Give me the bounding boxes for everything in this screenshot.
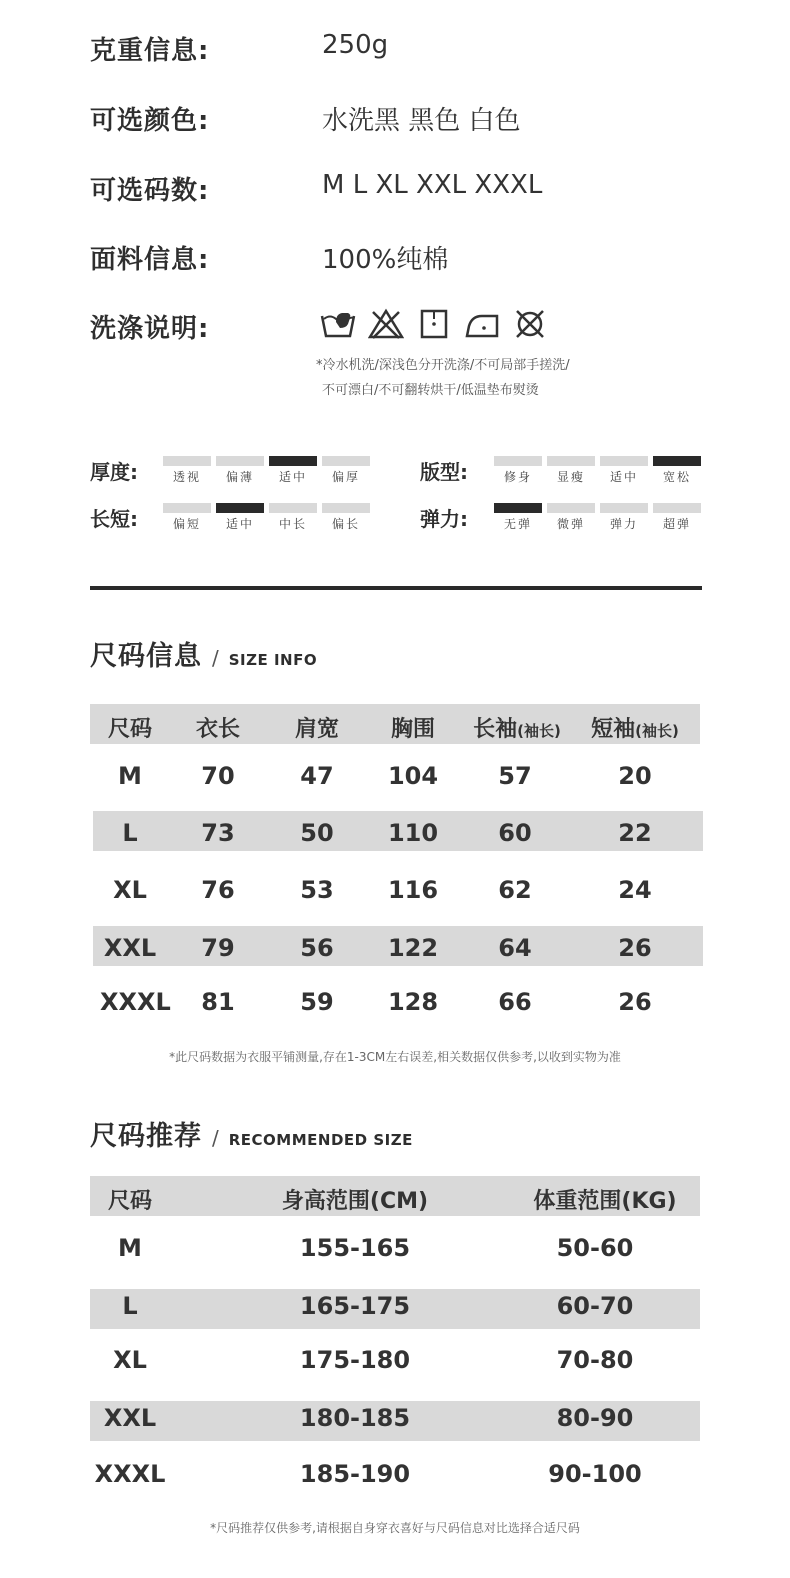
scale-bar	[269, 456, 317, 466]
size-table-cell: 47	[300, 762, 334, 790]
scale-option	[163, 456, 211, 485]
size-table-cell: XXL	[103, 934, 157, 962]
scale-option-label: 偏短	[172, 517, 201, 531]
size-header-size: 尺码	[107, 717, 152, 742]
scale-option-label: 偏薄	[225, 470, 254, 484]
size-table-cell: 26	[618, 988, 652, 1016]
scale-option	[600, 456, 648, 485]
scale-bar	[600, 503, 648, 513]
sizes-label: 可选码数:	[90, 176, 210, 206]
recommended-table-cell: 60-70	[556, 1292, 634, 1320]
scale-option	[547, 456, 595, 485]
scale-option-label: 微弹	[556, 517, 585, 531]
scale-bar	[216, 503, 264, 513]
recommended-header-weight: 体重范围(KG)	[533, 1189, 677, 1214]
heading-slash: /	[212, 646, 219, 670]
size-info-subtitle: SIZE INFO	[228, 651, 318, 669]
scale-option-label: 无弹	[503, 517, 532, 531]
scale-bar	[547, 503, 595, 513]
scale-option-label: 超弹	[662, 517, 691, 531]
scale-bar	[494, 503, 542, 513]
recommended-table-cell: 70-80	[556, 1346, 634, 1374]
recommended-table-cell: 80-90	[556, 1404, 634, 1432]
scale-bar	[600, 456, 648, 466]
elasticity-label: 弹力:	[420, 507, 468, 531]
scale-option-label: 修身	[503, 470, 532, 484]
size-table-cell: 26	[618, 934, 652, 962]
weight-label: 克重信息:	[90, 36, 210, 66]
colors-label: 可选颜色:	[90, 106, 210, 136]
scale-option-label: 适中	[225, 517, 254, 531]
size-table-cell: 53	[300, 876, 334, 904]
recommended-heading	[90, 1114, 413, 1153]
fit-scale	[494, 456, 701, 485]
scale-option-label: 透视	[172, 470, 201, 484]
recommended-table-cell: 175-180	[299, 1346, 411, 1374]
size-table-cell: L	[122, 819, 138, 847]
size-table-cell: 73	[201, 819, 235, 847]
size-table-cell: 79	[201, 934, 235, 962]
scale-bar	[216, 456, 264, 466]
size-table-cell: 122	[387, 934, 439, 962]
scale-option	[322, 456, 370, 485]
wash-note-line-1: *冷水机洗/深浅色分开洗涤/不可局部手搓洗/	[316, 358, 570, 373]
wash-icons	[320, 308, 548, 340]
size-header-chest: 胸围	[390, 717, 435, 742]
fabric-value: 100%纯棉	[322, 245, 449, 275]
scale-bar	[653, 503, 701, 513]
size-info-heading	[90, 634, 317, 673]
scale-option-label: 宽松	[662, 470, 691, 484]
recommended-table-cell: XL	[113, 1346, 147, 1374]
size-table-cell: 62	[498, 876, 532, 904]
scale-option-label: 中长	[278, 517, 307, 531]
size-table-cell: M	[118, 762, 142, 790]
scale-option	[653, 503, 701, 532]
length-label: 长短:	[90, 507, 138, 531]
recommended-header-size: 尺码	[107, 1189, 152, 1214]
recommended-table-cell: 185-190	[299, 1460, 411, 1488]
scale-option	[494, 503, 542, 532]
scale-option	[547, 503, 595, 532]
size-table-cell: 66	[498, 988, 532, 1016]
length-scale	[163, 503, 370, 532]
elasticity-scale	[494, 503, 701, 532]
scale-option	[494, 456, 542, 485]
scale-option	[216, 456, 264, 485]
scale-bar	[269, 503, 317, 513]
size-info-title: 尺码信息	[90, 641, 202, 672]
weight-value: 250g	[322, 30, 389, 60]
size-table-cell: 81	[201, 988, 235, 1016]
scale-option	[600, 503, 648, 532]
scale-option	[322, 503, 370, 532]
fit-label: 版型:	[420, 460, 468, 484]
colors-value: 水洗黑 黑色 白色	[322, 106, 521, 136]
size-table-cell: 76	[201, 876, 235, 904]
short-sleeve-label: 短袖	[591, 717, 636, 742]
size-header-short-sleeve	[580, 712, 690, 743]
scale-option-label: 适中	[609, 470, 638, 484]
scale-bar	[163, 456, 211, 466]
fabric-label: 面料信息:	[90, 245, 210, 275]
size-header-long-sleeve	[462, 712, 572, 743]
recommended-note: *尺码推荐仅供参考,请根据自身穿衣喜好与尺码信息对比选择合适尺码	[210, 1521, 580, 1535]
section-divider	[90, 586, 702, 590]
wash-note-line-2: 不可漂白/不可翻转烘干/低温垫布熨烫	[322, 383, 539, 398]
recommended-table-cell: XXL	[103, 1404, 157, 1432]
recommended-table-cell: L	[122, 1292, 138, 1320]
scale-bar	[547, 456, 595, 466]
size-table-cell: 64	[498, 934, 532, 962]
short-sleeve-sub: (袖长)	[635, 722, 679, 740]
scale-option-label: 偏长	[331, 517, 360, 531]
size-table-cell: 59	[300, 988, 334, 1016]
sizes-value: M L XL XXL XXXL	[322, 170, 543, 200]
scale-option-label: 弹力	[609, 517, 638, 531]
size-table-cell: 56	[300, 934, 334, 962]
wash-label: 洗涤说明:	[90, 314, 210, 344]
scale-option	[216, 503, 264, 532]
size-table-cell: 57	[498, 762, 532, 790]
recommended-table-cell: 180-185	[299, 1404, 411, 1432]
recommended-subtitle: RECOMMENDED SIZE	[228, 1131, 413, 1149]
size-table-cell: 128	[387, 988, 439, 1016]
no-dry-clean-icon	[512, 308, 548, 340]
size-table-cell: XXXL	[100, 988, 171, 1016]
size-table-cell: 60	[498, 819, 532, 847]
recommended-table-cell: M	[118, 1234, 142, 1262]
scale-option-label: 适中	[278, 470, 307, 484]
scale-bar	[494, 456, 542, 466]
size-table-cell: 20	[618, 762, 652, 790]
size-header-length: 衣长	[195, 717, 240, 742]
size-table-cell: 22	[618, 819, 652, 847]
scale-option-label: 偏厚	[331, 470, 360, 484]
size-table-cell: 70	[201, 762, 235, 790]
recommended-table-cell: 50-60	[556, 1234, 634, 1262]
machine-wash-cold-icon	[320, 308, 356, 340]
size-table-cell: 24	[618, 876, 652, 904]
long-sleeve-sub: (袖长)	[517, 722, 561, 740]
size-table-cell: 104	[387, 762, 439, 790]
scale-option-label: 显瘦	[556, 470, 585, 484]
size-table-cell: XL	[113, 876, 147, 904]
recommended-header-height: 身高范围(CM)	[281, 1189, 429, 1214]
long-sleeve-label: 长袖	[473, 717, 518, 742]
tumble-dry-icon	[416, 308, 452, 340]
recommended-table-cell: 155-165	[299, 1234, 411, 1262]
size-table-cell: 110	[387, 819, 439, 847]
recommended-title: 尺码推荐	[90, 1121, 202, 1152]
scale-bar	[163, 503, 211, 513]
scale-option	[163, 503, 211, 532]
heading-slash: /	[212, 1126, 219, 1150]
scale-option	[269, 503, 317, 532]
size-info-note: *此尺码数据为衣服平铺测量,存在1-3CM左右误差,相关数据仅供参考,以收到实物为准	[169, 1050, 621, 1064]
size-table-cell: 50	[300, 819, 334, 847]
thickness-label: 厚度:	[90, 460, 138, 484]
scale-bar	[322, 503, 370, 513]
iron-low-icon	[464, 308, 500, 340]
size-header-shoulder: 肩宽	[294, 717, 339, 742]
scale-option	[653, 456, 701, 485]
recommended-table-cell: 90-100	[548, 1460, 642, 1488]
no-bleach-icon	[368, 308, 404, 340]
scale-option	[269, 456, 317, 485]
scale-bar	[322, 456, 370, 466]
size-table-cell: 116	[387, 876, 439, 904]
recommended-table-cell: XXXL	[94, 1460, 166, 1488]
scale-bar	[653, 456, 701, 466]
thickness-scale	[163, 456, 370, 485]
recommended-table-cell: 165-175	[299, 1292, 411, 1320]
